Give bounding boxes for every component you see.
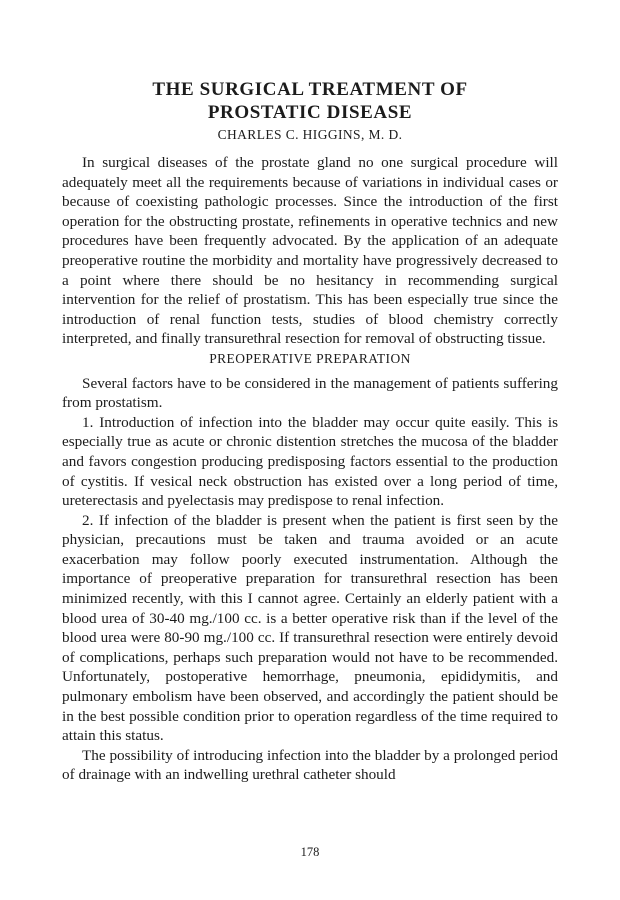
title-line-2: PROSTATIC DISEASE (207, 102, 413, 123)
title-line-1: THE SURGICAL TREATMENT OF (152, 79, 468, 100)
page-number: 178 (300, 845, 320, 859)
closing-paragraph: The possibility of introducing infection into the bladder by a prolonged period of drainage with an indwelling urethral catheter should (62, 746, 558, 784)
author-byline: CHARLES C. HIGGINS, M. D. (217, 127, 403, 142)
intro-paragraph: In surgical diseases of the prostate gland no one surgical procedure will adequately meet all the requirements because of variations in individual cases or because of coexisting pathologic processes. Since the introduction of the first operation for the obstructing prostate, refinements in operative technics and new procedures have been frequently advocated. By the application of an adequate preoperative routine the morbidity and mortality have progressively decreased to a point where there should be no hesitancy in recommending surgical intervention for the relief of prostatism. This has been especially true since the introduction of renal function tests, studies of blood chemistry correctly interpreted, and finally transurethral resection for removal of obstructing tissue. (62, 154, 558, 348)
article-title (62, 0, 558, 124)
item-1-paragraph: 1. Introduction of infection into the bladder may occur quite easily. This is especially true as acute or chronic distention stretches the mucosa of the bladder and favors congestion producing predisposing factors essential to the production of cystitis. If vesical neck obstruction has existed over a long period of time, ureterectasis and pyelectasis may predispose to renal infection. (62, 413, 558, 510)
factors-paragraph: Several factors have to be considered in the management of patients suffering from prostatism. (62, 374, 558, 412)
section-heading: PREOPERATIVE PREPARATION (209, 350, 411, 366)
article-body (62, 153, 558, 785)
item-2-paragraph: 2. If infection of the bladder is present when the patient is first seen by the physician, precautions must be taken and trauma avoided or an acute exacerbation may follow poorly executed instrumentation. Although the importance of preoperative preparation for transurethral resection has been minimized recently, with this I cannot agree. Certainly an elderly patient with a blood urea of 30-40 mg./100 cc. is a better operative risk than if the level of the blood urea were 80-90 mg./100 cc. If transurethral resection were entirely devoid of complications, perhaps such preparation would not have to be recommended. Unfortunately, postoperative hemorrhage, pneumonia, epididymitis, and pulmonary embolism have been observed, and accordingly the patient should be in the best possible condition prior to operation regardless of the time required to attain this status. (62, 511, 558, 745)
